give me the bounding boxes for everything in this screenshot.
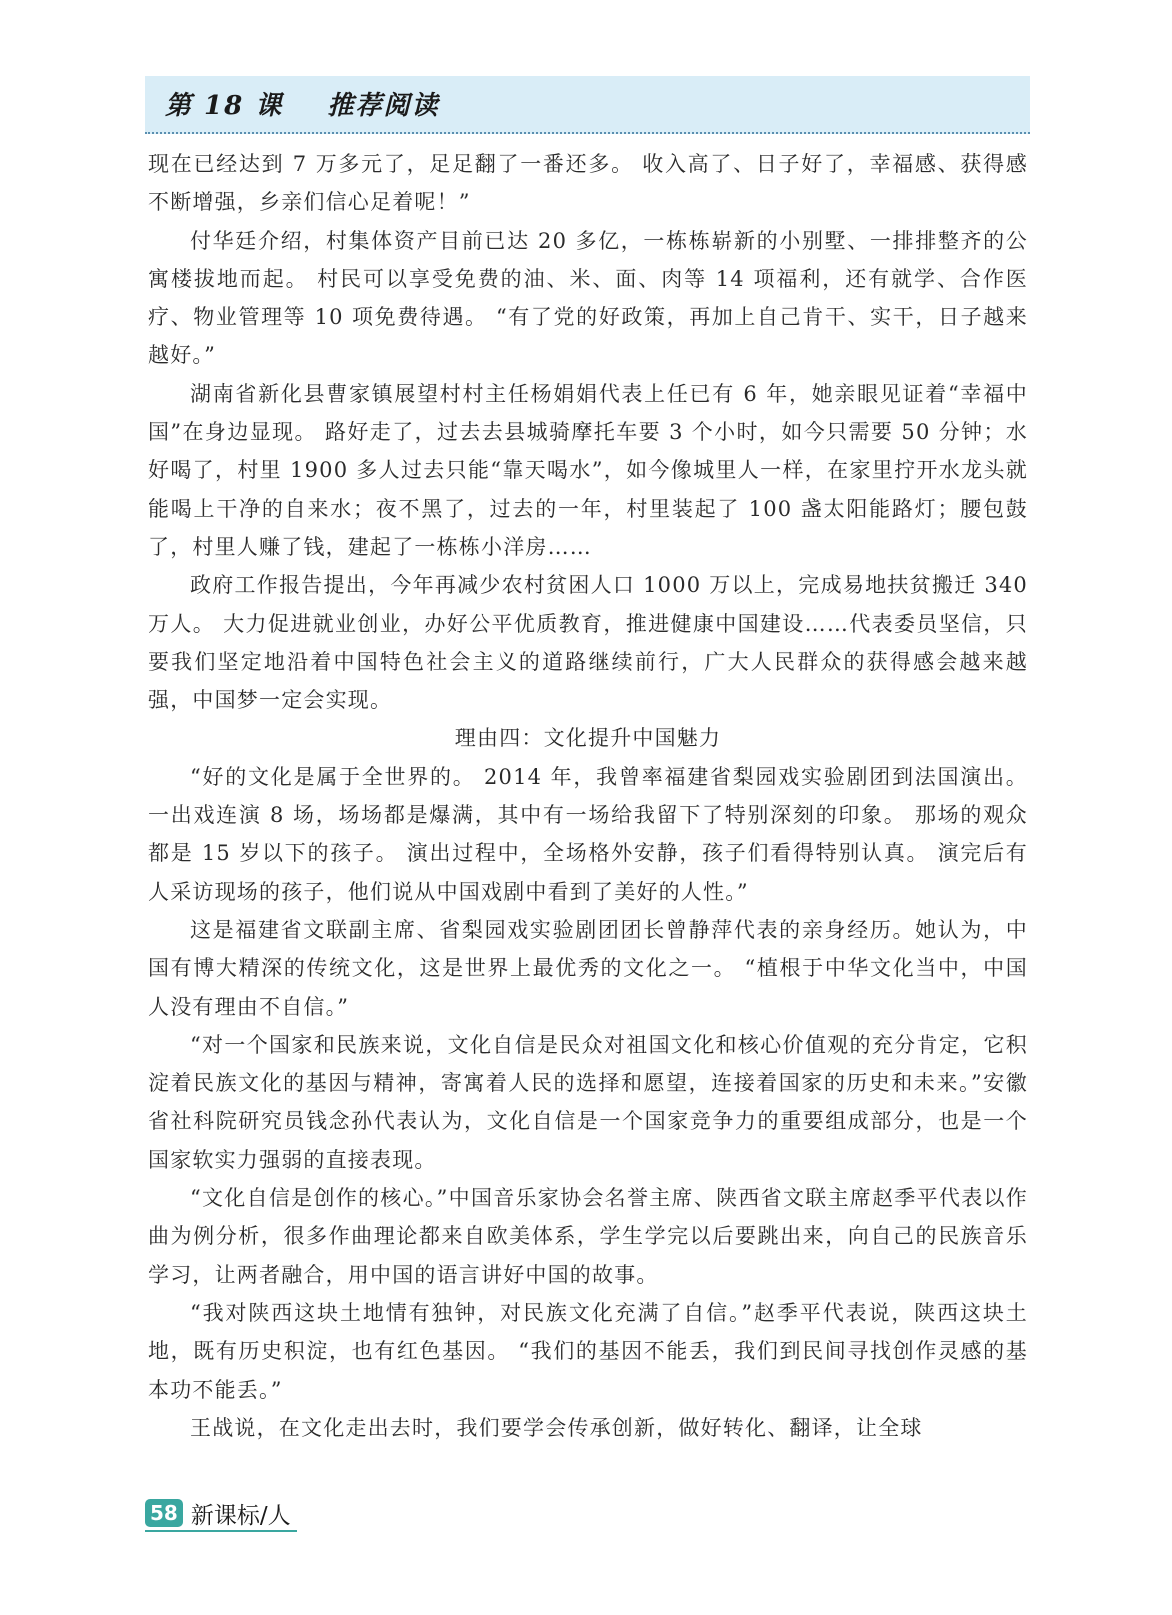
- series-label: 新课标/人: [190, 1502, 291, 1529]
- paragraph: 湖南省新化县曹家镇展望村村主任杨娟娟代表上任已有 6 年，她亲眼见证着“幸福中国”在身边显现。 路好走了，过去去县城骑摩托车要 3 个小时，如今只需要 50 分钟；水好喝了，村里 1900 多人过去只能“靠天喝水”，如今像城里人一样，在家里拧开水龙头就能喝上干净的自来水；夜不黑了，过去的一年，村里装起了 100 盏太阳能路灯；腰包鼓了，村里人赚了钱，建起了一栋栋小洋房……: [148, 381, 1028, 559]
- page-footer: [145, 1496, 297, 1532]
- lesson-header: [145, 76, 1030, 134]
- paragraph: “我对陕西这块土地情有独钟，对民族文化充满了自信。”赵季平代表说，陕西这块土地，既有历史积淀，也有红色基因。 “我们的基因不能丢，我们到民间寻找创作灵感的基本功不能丢。”: [148, 1300, 1028, 1402]
- page-number: 58: [145, 1499, 183, 1527]
- paragraph: 现在已经达到 7 万多元了，足足翻了一番还多。 收入高了、日子好了，幸福感、获得感不断增强，乡亲们信心足着呢！”: [148, 152, 1028, 215]
- paragraph: “好的文化是属于全世界的。 2014 年，我曾率福建省梨园戏实验剧团到法国演出。 一出戏连演 8 场，场场都是爆满，其中有一场给我留下了特别深刻的印象。 那场的观众都是 15 岁以下的孩子。 演出过程中，全场格外安静，孩子们看得特别认真。 演完后有人采访现场的孩子，他们说从中国戏剧中看到了美好的人性。”: [148, 764, 1028, 904]
- paragraph: 这是福建省文联副主席、省梨园戏实验剧团团长曾静萍代表的亲身经历。她认为，中国有博大精深的传统文化，这是世界上最优秀的文化之一。 “植根于中华文化当中，中国人没有理由不自信。”: [148, 917, 1028, 1019]
- paragraph: 政府工作报告提出，今年再减少农村贫困人口 1000 万以上，完成易地扶贫搬迁 340 万人。 大力促进就业创业，办好公平优质教育，推进健康中国建设……代表委员坚信，只要我们坚定地沿着中国特色社会主义的道路继续前行，广大人民群众的获得感会越来越强，中国梦一定会实现。: [148, 573, 1028, 713]
- section-heading: 理由四：文化提升中国魅力: [454, 726, 722, 751]
- paragraph: 付华廷介绍，村集体资产目前已达 20 多亿，一栋栋崭新的小别墅、一排排整齐的公寓楼拔地而起。 村民可以享受免费的油、米、面、肉等 14 项福利，还有就学、合作医疗、物业管理等 10 项免费待遇。 “有了党的好政策，再加上自己肯干、实干，日子越来越好。”: [148, 228, 1028, 368]
- paragraph: “对一个国家和民族来说，文化自信是民众对祖国文化和核心价值观的充分肯定，它积淀着民族文化的基因与精神，寄寓着人民的选择和愿望，连接着国家的历史和未来。”安徽省社科院研究员钱念孙代表认为，文化自信是一个国家竞争力的重要组成部分，也是一个国家软实力强弱的直接表现。: [148, 1032, 1028, 1172]
- paragraph: 王战说，在文化走出去时，我们要学会传承创新，做好转化、翻译，让全球: [190, 1415, 923, 1440]
- article-body: [148, 145, 1028, 1447]
- lesson-title: 第 18 课 推荐阅读: [165, 91, 440, 121]
- paragraph: “文化自信是创作的核心。”中国音乐家协会名誉主席、陕西省文联主席赵季平代表以作曲为例分析，很多作曲理论都来自欧美体系，学生学完以后要跳出来，向自己的民族音乐学习，让两者融合，用中国的语言讲好中国的故事。: [148, 1186, 1028, 1287]
